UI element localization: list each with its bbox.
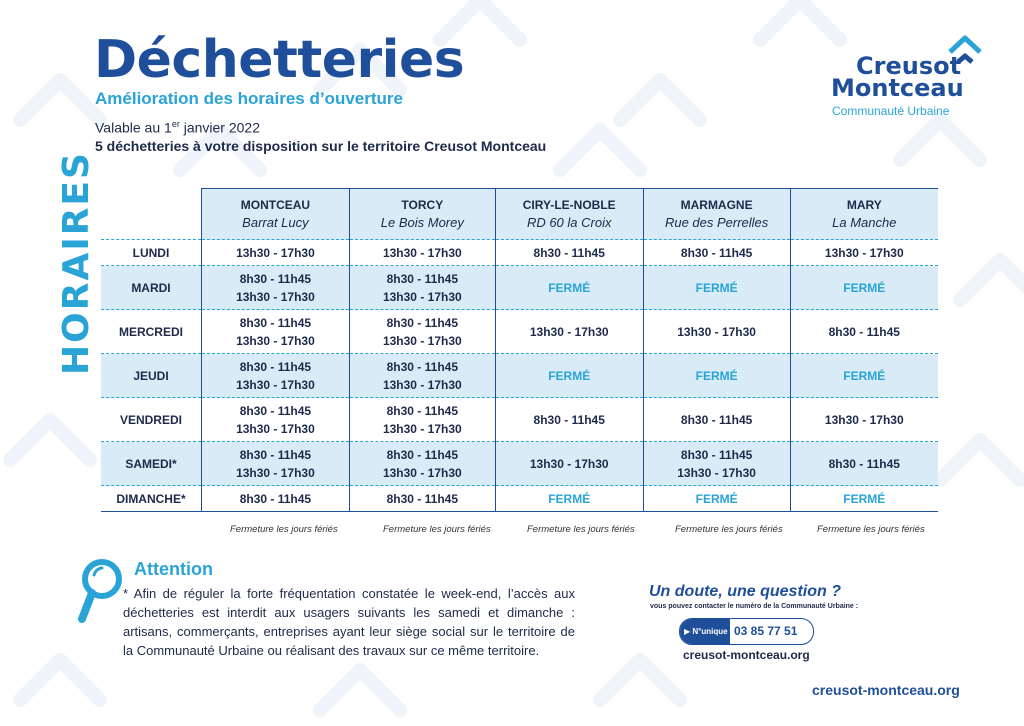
footnote: Fermeture les jours fériés [230,524,338,535]
hours-cell [495,266,643,310]
closed-label: FERMÉ [548,368,591,383]
hours-text: 13h30 - 17h30 [382,289,462,304]
hours-text: 8h30 - 11h45 [386,403,459,418]
hours-text: 13h30 - 17h30 [677,465,756,480]
hours-text: 13h30 - 17h30 [382,421,462,436]
description: 5 déchetteries à votre disposition sur le territoire Creusot Montceau [95,138,547,154]
hours-text: 8h30 - 11h45 [386,315,459,330]
attention-text: * Afin de réguler la forte fréquentation constatée le week-end, l’accès aux déchetteries est interdit aux usagers suivants les samedi et dimanche : artisans, commerçants, entreprises ayant leur siège social sur le territoire de la Communauté Urbaine ou réalisant des travaux sur ce même territoire. [123,586,575,658]
column-header: MARY La Manche [790,189,938,240]
hours-cell [643,442,790,486]
hours-text: 13h30 - 17h30 [236,245,315,260]
hours-cell [643,486,790,512]
table-row [101,442,938,486]
hours-text: 13h30 - 17h30 [382,465,462,480]
logo [826,34,996,124]
hours-text: 13h30 - 17h30 [529,456,609,471]
day-label: JEUDI [101,354,201,398]
logo-line2: Montceau [831,74,964,102]
hours-cell [790,354,938,398]
closed-label: FERMÉ [695,491,738,506]
hours-cell [643,266,790,310]
hours-text: 8h30 - 11h45 [386,271,459,286]
hours-text: 8h30 - 11h45 [239,359,312,374]
day-label: VENDREDI [101,398,201,442]
phone-number: 03 85 77 51 [734,624,798,638]
day-label: LUNDI [101,240,201,266]
closed-label: FERMÉ [843,280,886,295]
footnote: Fermeture les jours fériés [383,524,491,535]
footnote: Fermeture les jours fériés [675,524,783,535]
hours-text: 8h30 - 11h45 [239,315,312,330]
hours-text: 8h30 - 11h45 [239,271,312,286]
website-link-footer[interactable]: creusot-montceau.org [812,682,960,698]
day-label: MERCREDI [101,310,201,354]
hours-cell [643,398,790,442]
column-header: CIRY-LE-NOBLE RD 60 la Croix [495,189,643,240]
hours-cell [643,310,790,354]
hours-cell [495,442,643,486]
hours-text: 8h30 - 11h45 [828,456,900,471]
table-row [101,310,938,354]
table-row [101,240,938,266]
hours-text: 8h30 - 11h45 [239,491,312,506]
phone-tag: ▶ N°unique [680,619,730,644]
hours-cell [495,240,643,266]
hours-cell [790,486,938,512]
hours-text: 13h30 - 17h30 [236,465,315,480]
hours-cell [643,240,790,266]
contact-subtitle: vous pouvez contacter le numéro de la Communauté Urbaine : [650,603,859,610]
table-row [101,398,938,442]
table-header-row [101,189,938,240]
hours-cell [349,266,495,310]
hours-text: 13h30 - 17h30 [677,324,756,339]
hours-cell [495,354,643,398]
hours-cell [349,486,495,512]
hours-cell [495,486,643,512]
column-header: MARMAGNE Rue des Perrelles [643,189,790,240]
phone-badge[interactable] [679,618,814,645]
hours-cell [495,310,643,354]
logo-line3: Communauté Urbaine [832,104,950,118]
hours-cell [349,398,495,442]
vertical-label: HORAIRES [56,151,97,375]
hours-text: 13h30 - 17h30 [824,412,904,427]
hours-text: 8h30 - 11h45 [239,447,312,462]
hours-text: 13h30 - 17h30 [382,377,462,392]
hours-cell [790,310,938,354]
day-label: DIMANCHE* [101,486,201,512]
table-row [101,486,938,512]
logo-line1: Creusot [856,52,962,80]
table-row [101,266,938,310]
hours-cell [495,398,643,442]
hours-cell [201,240,349,266]
hours-cell [201,310,349,354]
hours-cell [201,442,349,486]
hours-text: 8h30 - 11h45 [828,324,900,339]
hours-text: 13h30 - 17h30 [236,289,315,304]
hours-cell [349,442,495,486]
hours-text: 13h30 - 17h30 [236,333,315,348]
hours-cell [349,240,495,266]
hours-text: 13h30 - 17h30 [382,333,462,348]
hours-cell [201,486,349,512]
day-label: MARDI [101,266,201,310]
hours-text: 13h30 - 17h30 [529,324,609,339]
page-subtitle: Amélioration des horaires d’ouverture [95,89,403,108]
footnote: Fermeture les jours fériés [527,524,635,535]
magnifier-icon [78,557,128,627]
hours-text: 8h30 - 11h45 [680,447,753,462]
hours-cell [349,310,495,354]
closed-label: FERMÉ [548,280,591,295]
hours-text: 13h30 - 17h30 [382,245,462,260]
website-link[interactable]: creusot-montceau.org [683,648,810,662]
attention-title: Attention [134,559,213,579]
table-corner [101,189,201,240]
closed-label: FERMÉ [843,368,886,383]
hours-cell [201,266,349,310]
hours-text: 8h30 - 11h45 [533,245,605,260]
validity-date: Valable au 1er janvier 2022 [95,119,260,136]
table-row [101,354,938,398]
hours-cell [201,398,349,442]
closed-label: FERMÉ [843,491,886,506]
hours-text: 8h30 - 11h45 [680,412,753,427]
column-header: TORCY Le Bois Morey [349,189,495,240]
schedule-table [101,188,938,512]
hours-text: 13h30 - 17h30 [236,421,315,436]
hours-text: 8h30 - 11h45 [386,491,459,506]
closed-label: FERMÉ [695,280,738,295]
hours-text: 8h30 - 11h45 [680,245,753,260]
hours-cell [790,398,938,442]
hours-cell [201,354,349,398]
hours-cell [643,354,790,398]
contact-title: Un doute, une question ? [649,583,841,600]
hours-cell [790,266,938,310]
hours-cell [790,240,938,266]
hours-text: 13h30 - 17h30 [824,245,904,260]
hours-text: 8h30 - 11h45 [386,359,459,374]
page-title: Déchetteries [94,30,465,90]
hours-text: 8h30 - 11h45 [533,412,605,427]
hours-cell [349,354,495,398]
closed-label: FERMÉ [695,368,738,383]
closed-label: FERMÉ [548,491,591,506]
hours-text: 8h30 - 11h45 [386,447,459,462]
column-header: MONTCEAU Barrat Lucy [201,189,349,240]
footnote: Fermeture les jours fériés [817,524,925,535]
hours-text: 8h30 - 11h45 [239,403,312,418]
day-label: SAMEDI* [101,442,201,486]
hours-cell [790,442,938,486]
hours-text: 13h30 - 17h30 [236,377,315,392]
